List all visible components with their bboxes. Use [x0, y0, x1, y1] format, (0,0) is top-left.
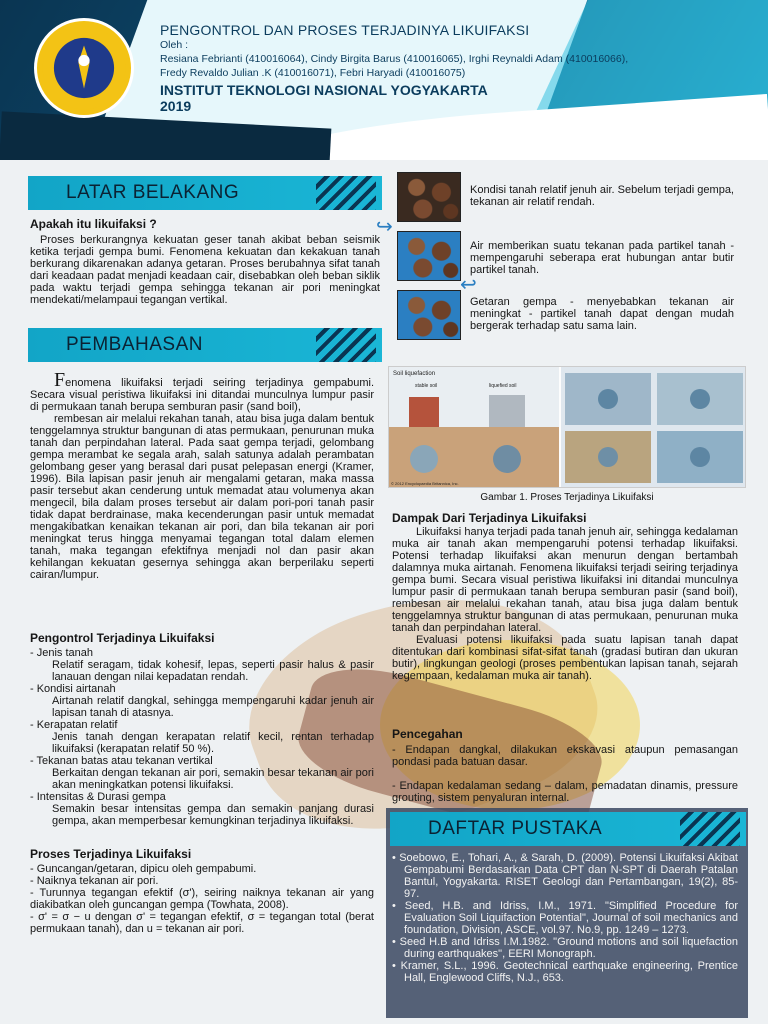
latar-block — [30, 218, 380, 306]
authors-line-1: Resiana Febrianti (410016064), Cindy Birgita Barus (410016065), Irghi Reynaldi Adam (410016066), — [160, 53, 629, 65]
figure-caption: Gambar 1. Proses Terjadinya Likuifaksi — [480, 492, 654, 503]
pengontrol-heading: Pengontrol Terjadinya Likuifaksi — [30, 631, 215, 645]
latar-body: Proses berkurangnya kekuatan geser tanah akibat beban seismik ketika terjadi gempa bumi. Fenomena kekuatan dan kekakuan tanah berkurang dikarenakan adanya getaran. Proses berubahnya sifat tanah dari keadaan padat menjadi keadaan cair, disebabkan oleh beban siklik pada waktu terjadi gempa sehingga tekanan air pori meningkat mendekati/melampaui tegangan vertikal. — [30, 234, 380, 306]
logo-ring-icon — [37, 21, 131, 115]
proses-item: - Guncangan/getaran, dipicu oleh gempabumi. — [30, 863, 257, 875]
banner-stripes — [316, 176, 376, 210]
proses-item: - Turunnya tegangan efektif (σ'), seiring naiknya tekanan air yang diakibatkan oleh guncangan gempa (Towhata, 2008). — [30, 887, 374, 911]
reference-text: Soebowo, E., Tohari, A., & Sarah, D. (2009). Potensi Likuifaksi Akibat Gempabumi Berdasarkan Data CPT dan N-SPT di Daerah Patalan Bantul, Yogyakarta. RISET Geologi dan Pertambangan, 19(2), 85-97. — [399, 852, 738, 900]
reference-item: • Kramer, S.L., 1996. Geotechnical earthquake engineering, Prentice Hall, Englewood Cliffs, N.J., 653. — [392, 960, 738, 984]
pengontrol-label-3: - Kerapatan relatif — [30, 719, 118, 731]
pencegahan-item: - Endapan dangkal, dilakukan ekskavasi ataupun pemasangan pondasi pada batuan dasar. — [392, 744, 738, 768]
pencegahan-item: - Endapan kedalaman sedang – dalam, pemadatan dinamis, pressure grouting, sistem penyaluran internal. — [392, 780, 738, 804]
pengontrol-label-4: - Tekanan batas atau tekanan vertikal — [30, 755, 213, 767]
dampak-block — [392, 512, 738, 682]
pengontrol-label-1: - Jenis tanah — [30, 647, 93, 659]
liquefaction-figure — [388, 366, 746, 488]
proses-item: - Naiknya tekanan air pori. — [30, 875, 159, 887]
reference-text: Seed H.B and Idriss I.M.1982. "Ground motions and soil liquefaction during earthquakes", EERI Monograph. — [399, 936, 738, 960]
proses-heading: Proses Terjadinya Likuifaksi — [30, 847, 192, 861]
pengontrol-text-1: Relatif seragam, tidak kohesif, lepas, seperti pasir halus & pasir lanauan dengan nilai kepadatan rendah. — [52, 659, 374, 683]
reference-item: • Seed H.B and Idriss I.M.1982. "Ground motions and soil liquefaction during earthquakes", EERI Monograph. — [392, 936, 738, 960]
latar-question: Apakah itu likuifaksi ? — [30, 217, 157, 231]
arrow-icon: ↪ — [376, 216, 393, 238]
institution-name: INSTITUT TEKNOLOGI NASIONAL YOGYAKARTA — [160, 82, 488, 98]
section-heading: LATAR BELAKANG — [66, 182, 240, 203]
banner-stripes — [316, 328, 376, 362]
poster-title: PENGONTROL DAN PROSES TERJADINYA LIKUIFAKSI — [160, 22, 530, 38]
pustaka-list — [392, 852, 738, 984]
section-banner-pembahasan — [28, 328, 382, 362]
pencegahan-heading: Pencegahan — [392, 727, 463, 741]
soil-diagram-dry — [397, 172, 461, 222]
pembahasan-p1 — [30, 369, 374, 413]
dampak-p2: Evaluasi potensi likuifaksi pada suatu lapisan tanah dapat ditentukan dari kombinasi sifat-sifat tanah (gradasi butiran dan ukuran butir), lingkungan geologi (proses pembentukan lapisan tanah, sejarah kegempaan, kedalaman muka air tanah). — [392, 634, 738, 682]
kondisi-2: Air memberikan suatu tekanan pada partikel tanah - mempengaruhi seberapa erat hubungan antar butir partikel tanah. — [470, 240, 734, 276]
stable-label: stable soil — [415, 383, 438, 389]
poster-year: 2019 — [160, 98, 192, 114]
institution-logo — [34, 18, 134, 118]
pembahasan-block — [30, 369, 374, 581]
pengontrol-text-3: Jenis tanah dengan kerapatan relatif kecil, rentan terhadap likuifaksi (kerapatan relatif 50 %). — [52, 731, 374, 755]
liquefied-label: liquefied soil — [489, 383, 517, 389]
pengontrol-block — [30, 632, 374, 827]
drop-cap: F — [54, 369, 66, 391]
copyright-text: © 2012 Encyclopaedia Britannica, Inc. — [391, 481, 459, 486]
arrow-icon: ↩ — [460, 274, 477, 296]
dampak-p1: Likuifaksi hanya terjadi pada tanah jenuh air, sehingga kedalaman muka air tanah akan mempengaruhi potensi terhadap likuifaksi. Potensi terhadap likuifaksi akan menurun dengan bertambah dalamnya muka airtanah. Fenomena likuifaksi terjadi seiring terjadinya gempa bumi. Secara visual peristiwa likuifaksi ini ditandai munculnya lumpur pasir di permukaan tanah berupa semburan pasir (sand boil), rembesan air melalui rekahan tanah, atau bisa juga dalam bentuk tenggelamnya struktur bangunan di atas permukaan, penurunan muka tanah dan perpindahan lateral. — [392, 526, 738, 634]
section-banner-latar — [28, 176, 382, 210]
kondisi-1: Kondisi tanah relatif jenuh air. Sebelum terjadi gempa, tekanan air relatif rendah. — [470, 184, 734, 208]
proses-block — [30, 848, 374, 935]
section-heading: DAFTAR PUSTAKA — [428, 818, 603, 839]
authors-label: Oleh : — [160, 39, 189, 51]
pengontrol-text-5: Semakin besar intensitas gempa dan semakin panjang durasi gempa, akan memperbesar kemungkinan terjadinya likuifaksi. — [52, 803, 374, 827]
pengontrol-label-5: - Intensitas & Durasi gempa — [30, 791, 166, 803]
proses-item: - σ' = σ − u dengan σ' = tegangan efektif, σ = tegangan total (berat permukaan tanah), dan u = tekanan air pori. — [30, 911, 374, 935]
section-banner-pustaka — [390, 812, 746, 846]
pencegahan-block — [392, 728, 738, 804]
figure-title: Soil liquefaction — [393, 371, 436, 377]
soil-liquefaction-illustration — [389, 367, 559, 488]
soil-diagram-shaken — [397, 290, 461, 340]
authors-line-2: Fredy Revaldo Julian .K (410016071), Febri Haryadi (410016075) — [160, 67, 466, 79]
process-diagram-illustration — [561, 367, 746, 488]
reference-text: Kramer, S.L., 1996. Geotechnical earthquake engineering, Prentice Hall, Englewood Cliffs, N.J., 653. — [400, 960, 738, 984]
soil-diagram-saturated — [397, 231, 461, 281]
header-text — [160, 22, 760, 114]
banner-stripes — [680, 812, 740, 846]
figure-panel-soil — [389, 367, 559, 488]
dampak-heading: Dampak Dari Terjadinya Likuifaksi — [392, 511, 587, 525]
section-heading: PEMBAHASAN — [66, 334, 203, 355]
reference-text: Seed, H.B. and Idriss, I.M., 1971. "Simplified Procedure for Evaluation Soil Liquifaction Potential", Journal of soil mechanics and foundation, Division, ASCE, vol.97. No.9, pp. 1249 – 1273. — [404, 900, 738, 936]
reference-item: • Seed, H.B. and Idriss, I.M., 1971. "Simplified Procedure for Evaluation Soil Liquifaction Potential", Journal of soil mechanics and foundation, Division, ASCE, vol.97. No.9, pp. 1249 – 1273. — [392, 900, 738, 936]
kondisi-3: Getaran gempa - menyebabkan tekanan air meningkat - partikel tanah dapat dengan mudah bergerak terhadap satu sama lain. — [470, 296, 734, 332]
pembahasan-p1-text: enomena likuifaksi terjadi seiring terjadinya gempabumi. Secara visual peristiwa likuifaksi ini ditandai munculnya lumpur pasir di permukaan tanah berupa semburan pasir (sand boil), — [30, 377, 374, 413]
pembahasan-p2: rembesan air melalui rekahan tanah, atau bisa juga dalam bentuk tenggelamnya struktur bangunan di atas permukaan, penurunan muka tanah dan perpindahan lateral. Pada saat gempa terjadi, gelombang gempa merambat ke segala arah, salah satunya adalah perambatan gelombang geser yang berasal dari pusat pelepasan energi (Kramer, 1996). Bila lapisan pasir jenuh air mengalami getaran, maka massa pasir tersebut akan cenderung untuk memadat atau volumenya akan mengecil, bila dalam proses tersebut air dalam pori-pori tanah pasir tidak dapat berdrainase, maka kecenderungan pasir untuk memadat mengakibatkan kenaikan tekanan air pori, dan bila tekanan air pori meningkat terus hingga menyamai tegangan total dalam elemen tanah, maka tegangan efektifnya menjadi nol dan pasir akan kehilangan kekuatan gesernya sehingga akan berperilaku seperti cairan/lumpur. — [30, 413, 374, 581]
pengontrol-label-2: - Kondisi airtanah — [30, 683, 116, 695]
reference-item: • Soebowo, E., Tohari, A., & Sarah, D. (2009). Potensi Likuifaksi Akibat Gempabumi Berdasarkan Data CPT dan N-SPT di Daerah Patalan Bantul, Yogyakarta. RISET Geologi dan Pertambangan, 19(2), 85-97. — [392, 852, 738, 900]
pengontrol-text-2: Airtanah relatif dangkal, sehingga mempengaruhi kadar jenuh air lapisan tanah di atasnya. — [52, 695, 374, 719]
figure-panel-process — [561, 367, 746, 488]
pengontrol-text-4: Berkaitan dengan tekanan air pori, semakin besar tekanan air pori akan meningkatkan potensi likuifaksi. — [52, 767, 374, 791]
